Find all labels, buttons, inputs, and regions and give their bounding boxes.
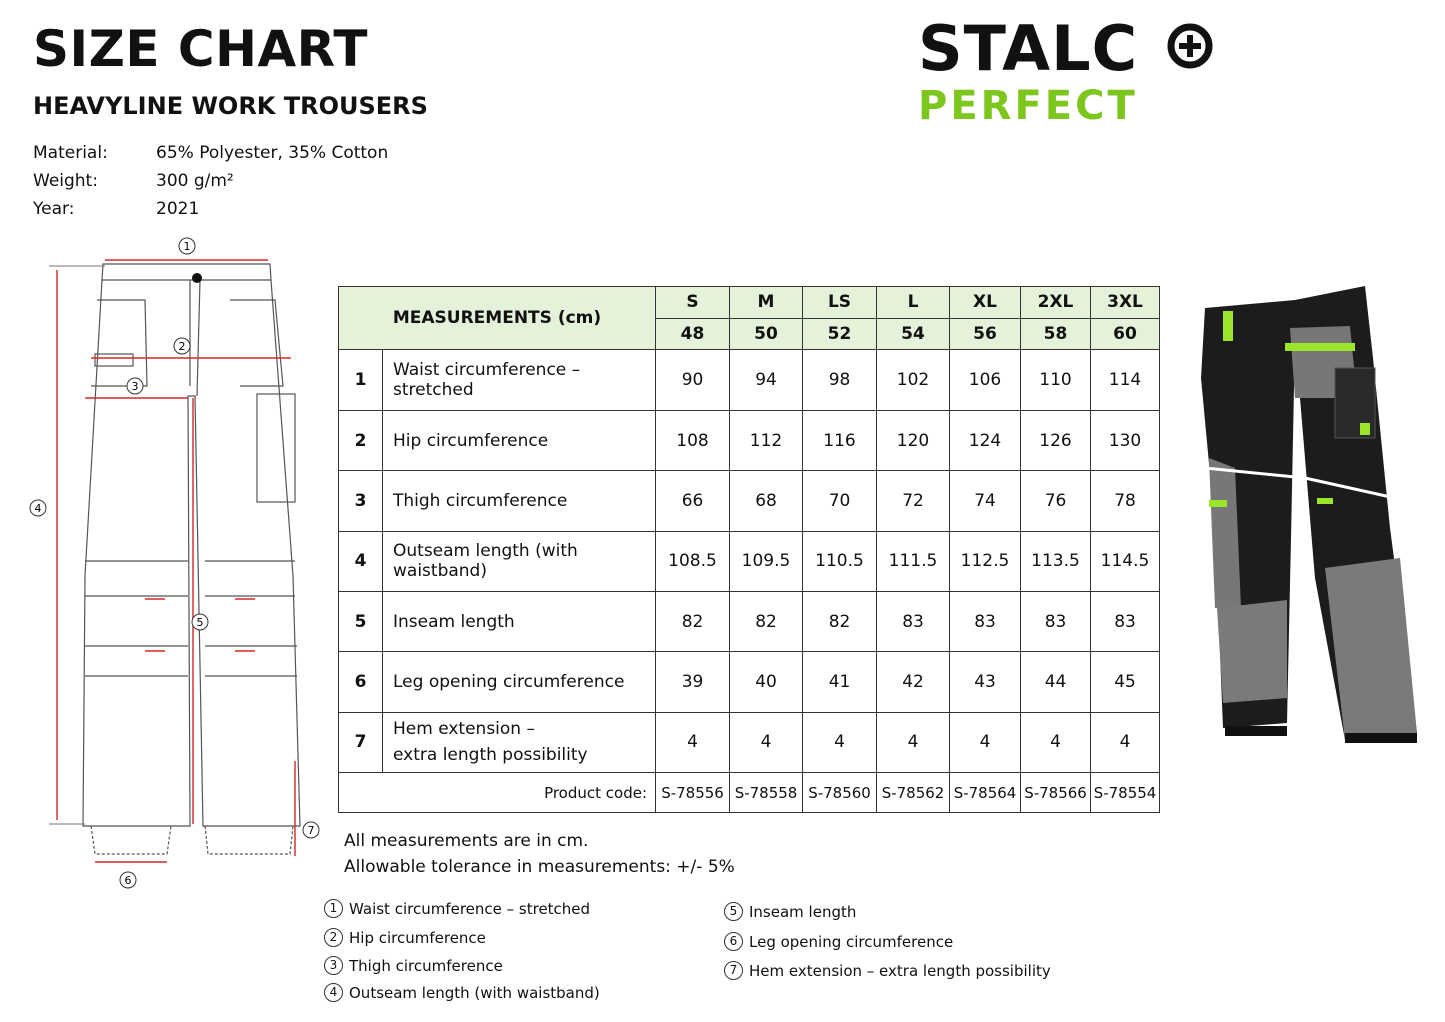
diagram-marker-5: 5 — [196, 616, 204, 629]
weight-label: Weight: — [33, 171, 98, 191]
table-cell: 112 — [730, 410, 803, 470]
table-cell: 114.5 — [1091, 531, 1160, 591]
table-cell: 90 — [656, 350, 730, 410]
table-cell: 83 — [877, 591, 950, 651]
eu-size-60: 60 — [1091, 318, 1160, 350]
table-row — [339, 591, 1160, 651]
row-number: 5 — [339, 591, 383, 651]
row-label: Outseam length (with waistband) — [383, 531, 656, 591]
note-tolerance: Allowable tolerance in measurements: +/- 5% — [344, 857, 735, 877]
table-cell: 4 — [877, 712, 950, 772]
size-header-l: L — [877, 287, 950, 319]
table-cell: 94 — [730, 350, 803, 410]
table-cell: 110 — [1021, 350, 1091, 410]
row-label — [383, 712, 656, 772]
table-cell: 106 — [950, 350, 1021, 410]
table-cell: 68 — [730, 471, 803, 531]
legend-item — [724, 902, 856, 921]
legend-number: 2 — [324, 928, 343, 947]
note-units: All measurements are in cm. — [344, 831, 589, 851]
table-cell: 108 — [656, 410, 730, 470]
diagram-marker-2: 2 — [178, 340, 186, 353]
eu-size-56: 56 — [950, 318, 1021, 350]
table-cell: 102 — [877, 350, 950, 410]
table-cell: 4 — [1091, 712, 1160, 772]
legend-number: 5 — [724, 902, 743, 921]
measurements-header: MEASUREMENTS (cm) — [339, 287, 656, 350]
table-cell: 4 — [656, 712, 730, 772]
legend-number: 1 — [324, 899, 343, 918]
product-code-cell: S-78560 — [803, 773, 877, 813]
product-photo — [1195, 278, 1427, 748]
table-cell: 83 — [1091, 591, 1160, 651]
table-cell: 111.5 — [877, 531, 950, 591]
brand-sub-logo: PERFECT — [918, 83, 1138, 129]
eu-size-58: 58 — [1021, 318, 1091, 350]
legend-text: Thigh circumference — [349, 956, 503, 975]
legend-text: Waist circumference – stretched — [349, 899, 591, 918]
table-cell: 44 — [1021, 652, 1091, 712]
product-code-cell: S-78564 — [950, 773, 1021, 813]
diagram-marker-7: 7 — [307, 824, 315, 837]
year-value: 2021 — [156, 199, 200, 219]
row-number: 6 — [339, 652, 383, 712]
table-cell: 113.5 — [1021, 531, 1091, 591]
eu-size-54: 54 — [877, 318, 950, 350]
table-cell: 4 — [730, 712, 803, 772]
legend-text: Leg opening circumference — [749, 932, 954, 951]
size-header-3xl: 3XL — [1091, 287, 1160, 319]
table-cell: 82 — [730, 591, 803, 651]
eu-size-52: 52 — [803, 318, 877, 350]
legend-item — [324, 928, 486, 947]
table-cell: 78 — [1091, 471, 1160, 531]
size-header-xl: XL — [950, 287, 1021, 319]
product-code-cell: S-78566 — [1021, 773, 1091, 813]
table-cell: 110.5 — [803, 531, 877, 591]
table-cell: 108.5 — [656, 531, 730, 591]
legend-item — [324, 956, 503, 975]
table-cell: 4 — [1021, 712, 1091, 772]
row-number: 2 — [339, 410, 383, 470]
legend-item — [324, 899, 590, 918]
eu-size-48: 48 — [656, 318, 730, 350]
legend-text: Hip circumference — [349, 928, 486, 947]
product-code-cell: S-78554 — [1091, 773, 1160, 813]
product-subtitle: HEAVYLINE WORK TROUSERS — [33, 92, 428, 120]
row-label-line2: extra length possibility — [393, 745, 588, 766]
legend-text: Inseam length — [749, 902, 857, 921]
material-value: 65% Polyester, 35% Cotton — [156, 143, 389, 163]
table-row — [339, 410, 1160, 470]
table-cell: 72 — [877, 471, 950, 531]
page-title: SIZE CHART — [33, 20, 369, 78]
row-label: Waist circumference – stretched — [383, 350, 656, 410]
table-cell: 43 — [950, 652, 1021, 712]
product-code-row — [339, 773, 1160, 813]
weight-value: 300 g/m² — [156, 171, 234, 191]
diagram-marker-1: 1 — [183, 240, 191, 253]
table-cell: 40 — [730, 652, 803, 712]
table-cell: 126 — [1021, 410, 1091, 470]
row-label: Thigh circumference — [383, 471, 656, 531]
table-row — [339, 652, 1160, 712]
table-row — [339, 531, 1160, 591]
table-cell: 83 — [1021, 591, 1091, 651]
material-label: Material: — [33, 143, 108, 163]
table-cell: 109.5 — [730, 531, 803, 591]
legend-text: Hem extension – extra length possibility — [749, 961, 1051, 980]
diagram-marker-6: 6 — [124, 874, 132, 887]
row-number: 4 — [339, 531, 383, 591]
legend-item — [724, 932, 953, 951]
trousers-technical-drawing — [25, 236, 330, 896]
legend-number: 7 — [724, 961, 743, 980]
table-cell: 74 — [950, 471, 1021, 531]
row-label: Hip circumference — [383, 410, 656, 470]
year-label: Year: — [33, 199, 75, 219]
brand-plus-icon — [1166, 22, 1214, 70]
product-code-cell: S-78558 — [730, 773, 803, 813]
table-cell: 41 — [803, 652, 877, 712]
table-cell: 4 — [950, 712, 1021, 772]
legend-number: 4 — [324, 983, 343, 1002]
size-chart-table — [338, 286, 1160, 813]
table-cell: 124 — [950, 410, 1021, 470]
row-number: 1 — [339, 350, 383, 410]
table-cell: 4 — [803, 712, 877, 772]
diagram-marker-4: 4 — [34, 502, 42, 515]
brand-logo: STALC — [918, 12, 1139, 85]
table-cell: 98 — [803, 350, 877, 410]
size-header-m: M — [730, 287, 803, 319]
size-header-ls: LS — [803, 287, 877, 319]
table-cell: 42 — [877, 652, 950, 712]
legend-item — [724, 961, 1051, 980]
row-label-line1: Hem extension – — [393, 719, 535, 740]
table-cell: 45 — [1091, 652, 1160, 712]
row-label: Inseam length — [383, 591, 656, 651]
table-cell: 39 — [656, 652, 730, 712]
table-cell: 114 — [1091, 350, 1160, 410]
table-cell: 82 — [803, 591, 877, 651]
row-number: 7 — [339, 712, 383, 772]
table-row — [339, 350, 1160, 410]
table-cell: 120 — [877, 410, 950, 470]
size-header-s: S — [656, 287, 730, 319]
table-cell: 70 — [803, 471, 877, 531]
diagram-marker-3: 3 — [131, 380, 139, 393]
product-code-cell: S-78556 — [656, 773, 730, 813]
table-cell: 130 — [1091, 410, 1160, 470]
size-header-2xl: 2XL — [1021, 287, 1091, 319]
legend-number: 3 — [324, 956, 343, 975]
row-number: 3 — [339, 471, 383, 531]
eu-size-50: 50 — [730, 318, 803, 350]
product-code-cell: S-78562 — [877, 773, 950, 813]
legend-item — [324, 983, 600, 1002]
table-cell: 82 — [656, 591, 730, 651]
table-cell: 112.5 — [950, 531, 1021, 591]
legend-text: Outseam length (with waistband) — [349, 983, 600, 1002]
product-code-label: Product code: — [339, 773, 656, 813]
table-cell: 116 — [803, 410, 877, 470]
table-cell: 76 — [1021, 471, 1091, 531]
table-cell: 83 — [950, 591, 1021, 651]
table-cell: 66 — [656, 471, 730, 531]
table-row — [339, 712, 1160, 772]
table-row — [339, 471, 1160, 531]
row-label: Leg opening circumference — [383, 652, 656, 712]
legend-number: 6 — [724, 932, 743, 951]
